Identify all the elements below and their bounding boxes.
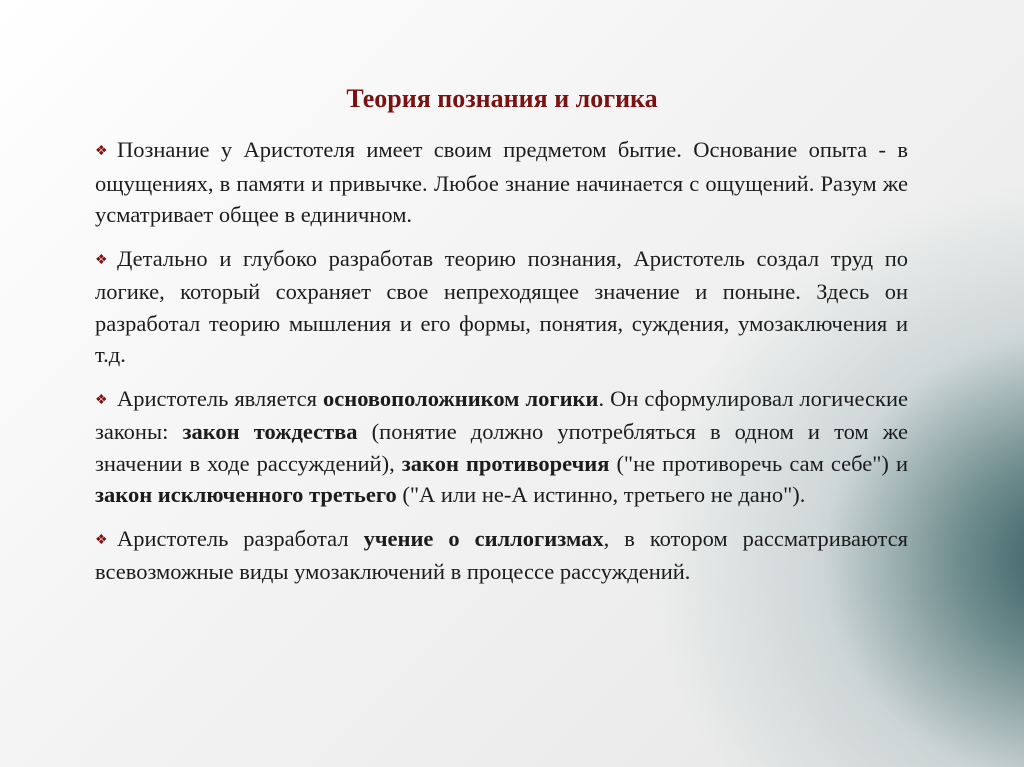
slide-title: Теория познания и логика: [346, 84, 658, 113]
paragraph-logic-laws: [95, 383, 908, 511]
text-segment: (понятие должно употребляться в одном и том же значении в ходе рассуждений),: [95, 419, 909, 476]
paragraph-knowledge: [95, 134, 908, 231]
diamond-bullet-icon: ❖: [95, 532, 105, 548]
slide-content: [95, 134, 908, 600]
diamond-bullet-icon: ❖: [95, 392, 105, 408]
diamond-bullet-icon: ❖: [95, 144, 105, 159]
bold-term: основоположником логики: [323, 385, 599, 411]
paragraph-syllogisms: [95, 523, 908, 588]
diamond-bullet-icon: ❖: [95, 252, 105, 268]
text-segment: , в котором рассматриваются всевозможные виды умозаключений в процессе рассуждений.: [95, 525, 908, 584]
paragraph-text: Детально и глубоко разработав теорию познания, Аристотель создал труд по логике, который сохраняет свое непреходящее значение и поныне. Здесь он разработал теорию мышления и его формы, понятия, суждения, умозаключения и т.д.: [95, 245, 908, 367]
bold-term: закон исключенного третьего: [95, 482, 397, 507]
text-segment: Аристотель разработал: [117, 525, 364, 551]
paragraph-text: Познание у Аристотеля имеет своим предметом бытие. Основание опыта - в ощущениях, в памяти и привычке. Любое знание начинается с ощущений. Разум же усматривает общее в единичном.: [95, 137, 908, 227]
bold-term: закон тождества: [182, 419, 358, 444]
bold-term: учение о силлогизмах: [363, 525, 604, 551]
bold-term: закон противоречия: [401, 450, 610, 476]
text-segment: ("не противоречь сам себе") и: [609, 450, 908, 476]
text-segment: . Он сформулировал логические законы:: [95, 385, 908, 444]
paragraph-logic-work: [95, 243, 908, 371]
text-segment: Аристотель является: [117, 385, 324, 411]
text-segment: ("А или не-А истинно, третьего не дано").: [396, 482, 806, 507]
